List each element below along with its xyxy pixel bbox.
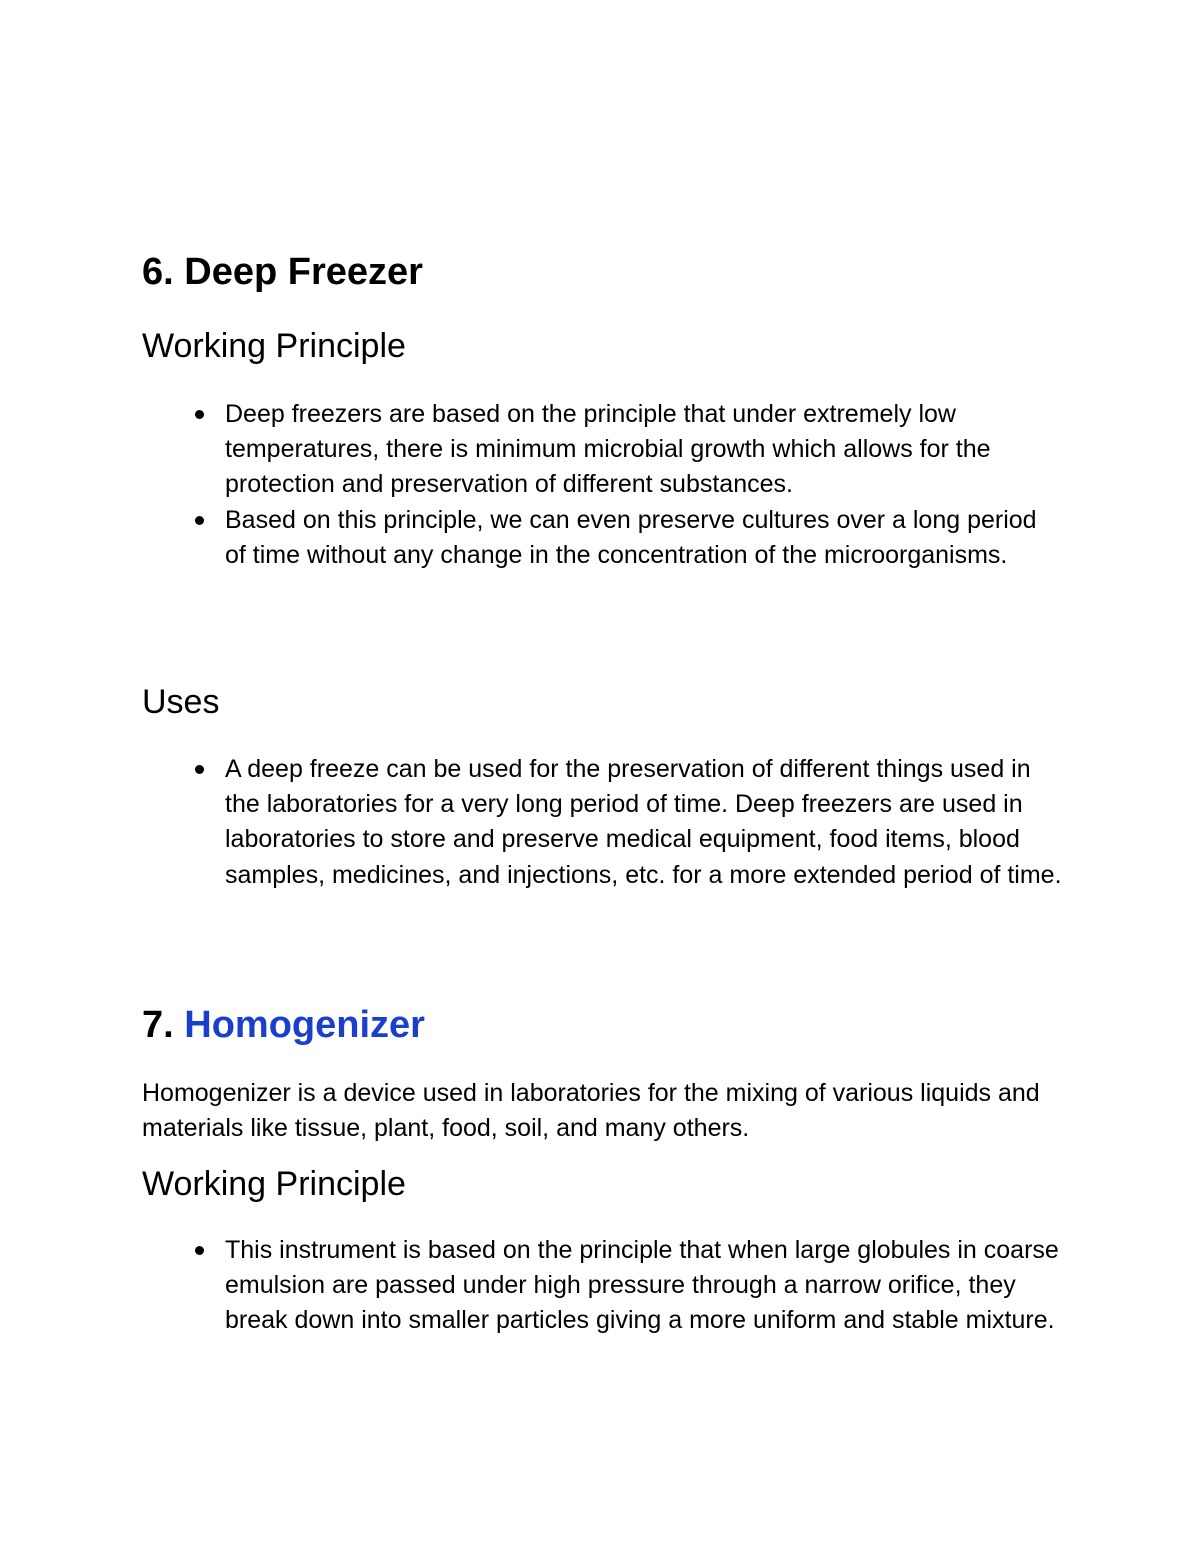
list-item-text: Deep freezers are based on the principle that under extremely low temperatures, there is minimum microbial growth which allows for the protection and preservation of different substances. [225, 400, 991, 499]
list-item-text: This instrument is based on the principle that when large globules in coarse emulsion are passed under high pressure through a narrow orifice, they break down into smaller particles giving a more uniform and stable mixture. [225, 1236, 1059, 1335]
list-item [142, 1233, 1062, 1339]
homogenizer-link[interactable]: Homogenizer [184, 1004, 425, 1046]
list-item [142, 503, 1062, 573]
deep-freezer-uses-heading: Uses [142, 683, 220, 721]
list-item-text: Based on this principle, we can even preserve cultures over a long period of time without any change in the concentration of the microorganisms. [225, 505, 1037, 569]
homogenizer-working-principle-list [142, 1233, 1062, 1339]
bullet-icon [195, 516, 204, 525]
bullet-icon [195, 410, 204, 419]
deep-freezer-uses-list [142, 752, 1062, 893]
homogenizer-working-principle-heading: Working Principle [142, 1165, 406, 1203]
list-item [142, 397, 1062, 503]
homogenizer-title-number: 7. [142, 1004, 185, 1046]
deep-freezer-title: 6. Deep Freezer [142, 251, 423, 293]
list-item-text: A deep freeze can be used for the preservation of different things used in the laboratories for a very long period of time. Deep freezers are used in laboratories to store and preserve medical equipment, food items, blood samples, medicines, and injections, etc. for a more extended period of time. [225, 755, 1062, 889]
list-item [142, 752, 1062, 893]
homogenizer-title [142, 1003, 425, 1047]
homogenizer-intro: Homogenizer is a device used in laboratories for the mixing of various liquids and materials like tissue, plant, food, soil, and many others. [142, 1079, 1040, 1143]
deep-freezer-working-principle-heading: Working Principle [142, 327, 406, 365]
deep-freezer-working-principle-list [142, 397, 1062, 573]
bullet-icon [195, 765, 204, 774]
bullet-icon [195, 1246, 204, 1255]
